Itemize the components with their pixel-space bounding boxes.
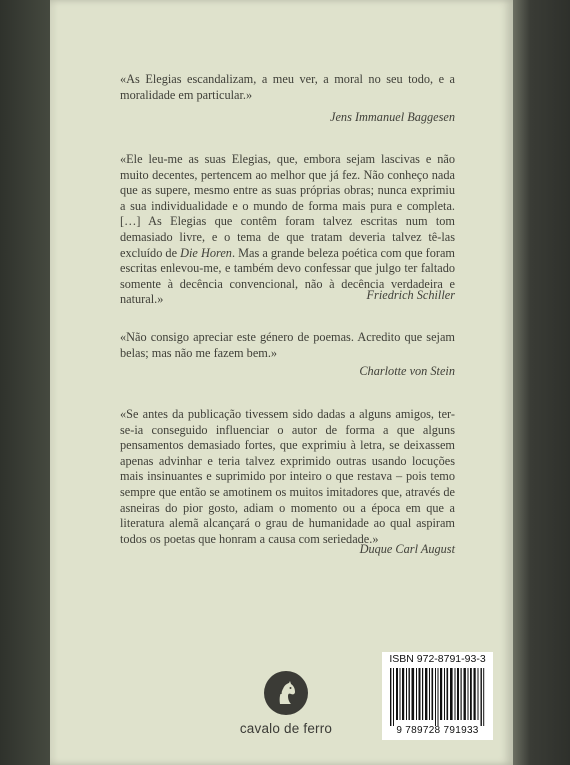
quote-4-author: Duque Carl August — [359, 542, 455, 556]
quote-3-text: «Não consigo apreciar este género de poemas. Acredito que sejam belas; mas não me fazem bem.» — [120, 330, 455, 360]
isbn-label: ISBN 972-8791-93-3 — [389, 653, 486, 665]
quote-4-text: «Se antes da publicação tivessem sido dadas a alguns amigos, ter-se-ia conseguido influenciar o autor de forma a que alguns pensamentos demasiado fortes, que exprimiu à letra, se deixassem apenas advinhar e teria talvez exprimido outras usando locuções mais insinuantes e suprimido por inteiro o que restava – pois temo sempre que então se amotinem os muitos imitadores que, através de asneiras do pior gosto, adiam o momento ou a época em que a literatura alemã alcançará o grau de humanidade ao qual aspiram todos os poetas que honram a causa com seriedade.» — [120, 407, 455, 546]
publisher-logo — [238, 671, 334, 736]
barcode-icon — [390, 668, 485, 726]
publisher-name: cavalo de ferro — [239, 721, 333, 736]
barcode-box — [382, 652, 493, 740]
quote-2-emphasis: Die Horen — [180, 245, 232, 260]
barcode-digits: 9 789728 791933 — [396, 725, 479, 736]
quote-1-text: «As Elegias escandalizam, a meu ver, a moral no seu todo, e a moralidade em particular.» — [120, 72, 455, 102]
background-right — [513, 0, 570, 765]
quote-3-author: Charlotte von Stein — [359, 364, 455, 378]
quote-2-author: Friedrich Schiller — [366, 288, 455, 302]
background-left — [0, 0, 50, 765]
quote-2-text: «Ele leu-me as suas Elegias, que, embora sejam lascivas e não muito decentes, pertencem ao melhor que já fez. Não conheço nada que as supere, mesmo entre as suas próprias obras; nunca exprimiu a sua individualidade e o mundo de forma mais pura e completa. […] As Elegias que contêm foram talvez escritas num tom demasiado livre, e o tema de que tratam deveria talvez tê-las excluído de Die Horen. Mas a grande beleza poética com que foram escritas enlevou-me, e também devo confessar que julgo ter faltado somente à decência convencional, não à decência verdadeira e natural.» — [120, 152, 455, 307]
quote-1-author: Jens Immanuel Baggesen — [330, 110, 455, 124]
horse-head-icon — [264, 671, 308, 715]
